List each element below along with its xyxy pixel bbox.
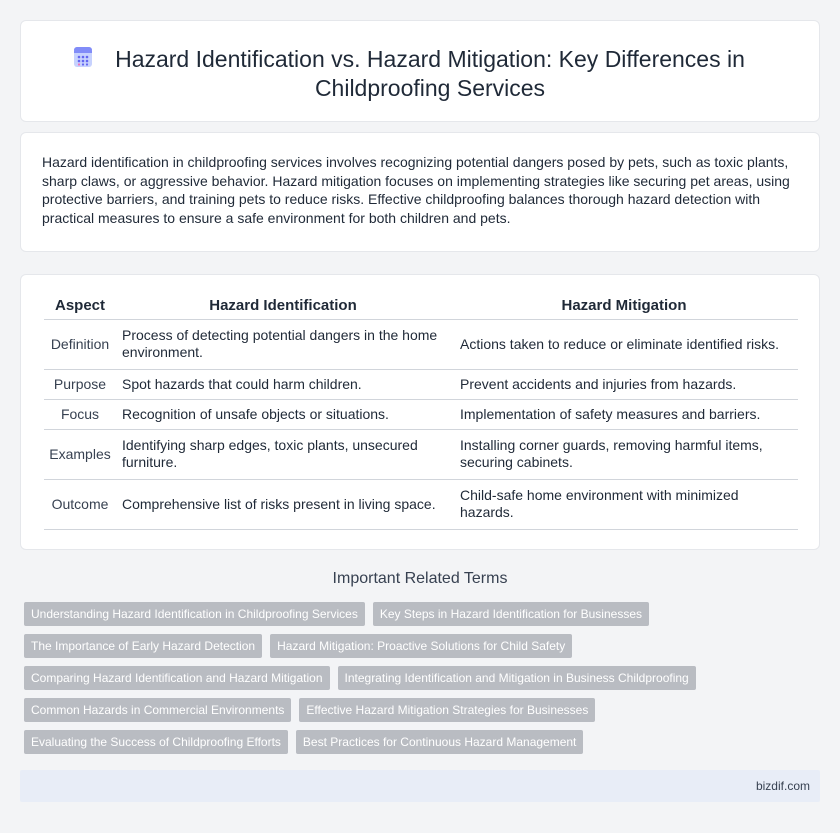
related-terms-tags (24, 602, 824, 762)
mitigation-cell: Prevent accidents and injuries from hazards. (450, 369, 798, 399)
intro-card (20, 132, 820, 252)
identification-cell: Recognition of unsafe objects or situations. (116, 399, 450, 429)
title-row (21, 45, 819, 103)
related-term-tag[interactable]: Comparing Hazard Identification and Hazard Mitigation (24, 666, 330, 690)
related-term-tag[interactable]: Evaluating the Success of Childproofing Efforts (24, 730, 288, 754)
identification-cell: Spot hazards that could harm children. (116, 369, 450, 399)
related-term-tag[interactable]: The Importance of Early Hazard Detection (24, 634, 262, 658)
tag-row (24, 730, 824, 754)
mitigation-cell: Installing corner guards, removing harmful items, securing cabinets. (450, 429, 798, 479)
related-term-tag[interactable]: Integrating Identification and Mitigation in Business Childproofing (338, 666, 696, 690)
footer (20, 770, 820, 802)
intro-paragraph: Hazard identification in childproofing services involves recognizing potential dangers posed by pets, such as toxic plants, sharp claws, or aggressive behavior. Hazard mitigation focuses on implementing strategies like securing pet areas, using protective barriers, and training pets to reduce risks. Effective childproofing balances thorough hazard detection with practical measures to ensure a safe environment for both children and pets. (42, 154, 790, 226)
tag-row (24, 602, 824, 626)
site-link[interactable]: bizdif.com (755, 779, 810, 793)
related-term-tag[interactable]: Hazard Mitigation: Proactive Solutions for Child Safety (270, 634, 572, 658)
identification-cell: Identifying sharp edges, toxic plants, unsecured furniture. (116, 429, 450, 479)
aspect-cell: Outcome (44, 479, 116, 529)
aspect-cell: Purpose (44, 369, 116, 399)
related-term-tag[interactable]: Common Hazards in Commercial Environments (24, 698, 291, 722)
identification-cell: Comprehensive list of risks present in living space. (116, 479, 450, 529)
tag-row (24, 666, 824, 690)
comparison-table (44, 295, 798, 530)
column-header-aspect: Aspect (44, 295, 116, 319)
tag-row (24, 698, 824, 722)
related-term-tag[interactable]: Effective Hazard Mitigation Strategies for Businesses (299, 698, 595, 722)
related-term-tag[interactable]: Understanding Hazard Identification in Childproofing Services (24, 602, 365, 626)
aspect-cell: Examples (44, 429, 116, 479)
header-card (20, 20, 820, 122)
related-terms-heading: Important Related Terms (332, 570, 508, 587)
column-header-mitigation: Hazard Mitigation (450, 295, 798, 319)
table-row (44, 319, 798, 369)
mitigation-cell: Child-safe home environment with minimized hazards. (450, 479, 798, 529)
table-row (44, 369, 798, 399)
related-term-tag[interactable]: Key Steps in Hazard Identification for Businesses (373, 602, 649, 626)
tag-row (24, 634, 824, 658)
comparison-table-card (20, 274, 820, 550)
table-header-row (44, 295, 798, 319)
aspect-cell: Focus (44, 399, 116, 429)
column-header-identification: Hazard Identification (116, 295, 450, 319)
table-row (44, 399, 798, 429)
mitigation-cell: Actions taken to reduce or eliminate identified risks. (450, 319, 798, 369)
table-row (44, 429, 798, 479)
related-term-tag[interactable]: Best Practices for Continuous Hazard Management (296, 730, 583, 754)
aspect-cell: Definition (44, 319, 116, 369)
page-title: Hazard Identification vs. Hazard Mitigation: Key Differences in Childproofing Services (115, 46, 745, 101)
identification-cell: Process of detecting potential dangers in the home environment. (116, 319, 450, 369)
mitigation-cell: Implementation of safety measures and barriers. (450, 399, 798, 429)
table-row (44, 479, 798, 529)
